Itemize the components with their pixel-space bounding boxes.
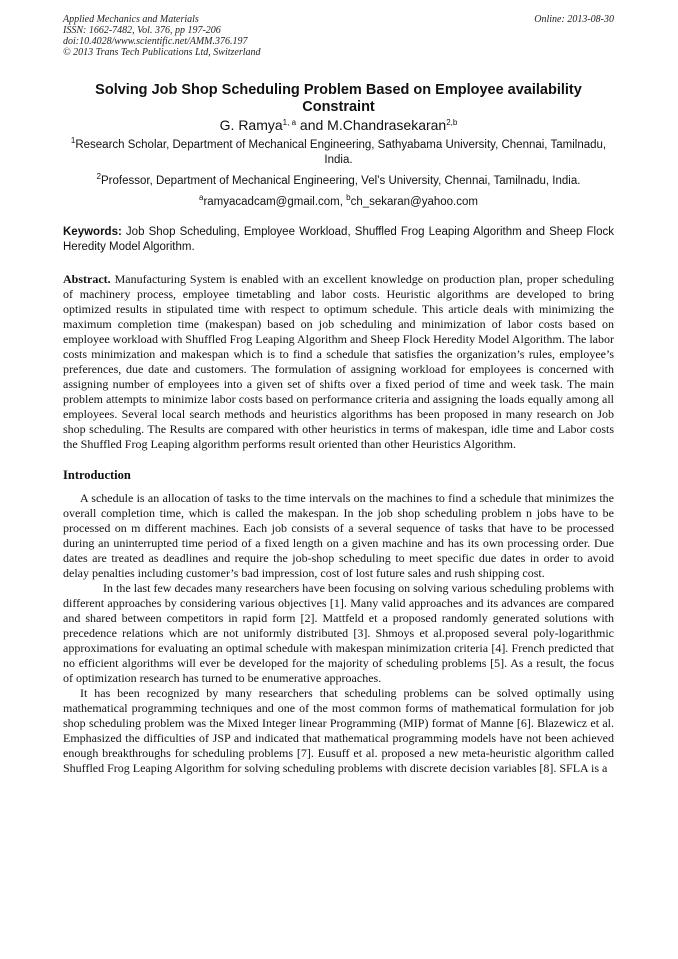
- paper-title: Solving Job Shop Scheduling Problem Based on Employee availability Constraint: [95, 82, 582, 115]
- keywords-label: Keywords:: [63, 226, 122, 238]
- intro-paragraph-3: It has been recognized by many researchers that scheduling problems can be solved optimally using mathematical programming techniques and one of the most common forms of mathematical formulation for job shop scheduling problem was the Mixed Integer linear Programming (MIP) format of Manne [6]. Blazewicz et al. Emphasized the difficulties of JSP and indicated that mathematical programming models have not been achieved enough breakthroughs for scheduling problems [7]. Eusuff et al. proposed a new meta-heuristic algorithm called Shuffled Frog Leaping Algorithm for solving scheduling problems with discrete decision variables [8]. SFLA is a: [63, 686, 614, 775]
- email-separator: ,: [339, 196, 347, 208]
- issn-line: ISSN: 1662-7482, Vol. 376, pp 197-206: [63, 25, 221, 36]
- abstract-text: Manufacturing System is enabled with an excellent knowledge on production plan, proper scheduling of machinery process, employee timetabling and labor costs. Heuristic algorithms are developed to bring optimized results in stipulated time with respect to optimum schedule. This article deals with minimizing the maximum completion time (makespan) based on job scheduling and minimization of labor costs based on employee workload with Shuffled Frog Leaping Algorithm and Sheep Flock Heredity Model Algorithm. The labor costs minimization and makespan which is to find a schedule that satisfies the organization’s rules, employee’s preferences, due date and customers. The formulation of assigning workload for employees is concerned with assigning number of employees into a given set of shifts over a fixed period of time and week task. The main problem attempts to minimize labor costs based on performance criteria and assigning the loads equally among all employees. Several local search methods and heuristics algorithms has been proposed in many research on Job shop scheduling. The Results are compared with other heuristics in terms of makespan, idle time and Labor costs the Shuffled Frog Leaping algorithm performs result oriented than other Heuristics Algorithm.: [63, 272, 614, 451]
- affiliation-2-sup: 2: [96, 172, 101, 181]
- paper-page: [63, 14, 614, 776]
- journal-header: [63, 14, 614, 58]
- journal-name: Applied Mechanics and Materials: [63, 14, 199, 25]
- affiliation-1: [63, 138, 614, 168]
- email-a[interactable]: ramyacadcam@gmail.com: [203, 196, 340, 208]
- email-b[interactable]: ch_sekaran@yahoo.com: [350, 196, 478, 208]
- online-date: Online: 2013-08-30: [534, 14, 614, 25]
- keywords-block: [63, 225, 614, 255]
- author-2: M.Chandrasekaran: [327, 117, 447, 133]
- affiliation-2: [63, 174, 614, 189]
- author-joiner: and: [296, 117, 328, 133]
- email-a-sup: a: [199, 193, 204, 202]
- abstract-block: [63, 272, 614, 452]
- author-1-sup: 1, a: [282, 118, 297, 127]
- copyright-line: © 2013 Trans Tech Publications Ltd, Switzerland: [63, 47, 261, 58]
- abstract-label: Abstract.: [63, 272, 111, 286]
- intro-paragraph-1: A schedule is an allocation of tasks to the time intervals on the machines to find a schedule that minimizes the overall completion time, which is called the makespan. In the job shop scheduling problem n jobs have to be processed on m different machines. Each job consists of a several sequence of tasks that have to be processed during an uninterrupted time period of a fixed length on a given machine and has its own processing order. Due dates are treated as deadlines and require the job-shop scheduling to meet specific due dates in order to avoid delay penalties including customer’s bad impression, cost of lost future sales and rush shipping cost.: [63, 491, 614, 580]
- introduction-heading: Introduction: [63, 468, 131, 482]
- email-b-sup: b: [346, 193, 351, 202]
- author-line: [63, 117, 614, 134]
- affiliation-1-sup: 1: [70, 136, 76, 145]
- email-line: [63, 195, 614, 210]
- affiliation-1-text: Research Scholar, Department of Mechanical Engineering, Sathyabama University, Chennai, Tamilnadu, India.: [75, 139, 607, 166]
- author-2-sup: 2,b: [446, 118, 458, 127]
- affiliation-2-text: Professor, Department of Mechanical Engineering, Vel’s University, Chennai, Tamilnadu, India.: [101, 175, 581, 187]
- keywords-text: Job Shop Scheduling, Employee Workload, Shuffled Frog Leaping Algorithm and Sheep Flock Heredity Model Algorithm.: [63, 226, 614, 253]
- author-1: G. Ramya: [219, 117, 283, 133]
- intro-paragraph-2: In the last few decades many researchers have been focusing on solving various scheduling problems with different approaches by considering various objectives [1]. Many valid approaches and its advances are compared and shared between competitors in rapid form [2]. Mattfeld et a proposed randomly generated solutions with precedence relations which are not uniformly distributed [3]. Shmoys et al.proposed several poly-logarithmic approximations for evaluating an optimal schedule with makespan minimization criteria [4]. French predicted that no efficient algorithms will ever be developed for the majority of scheduling problems [5]. As a result, the focus of optimization research has turned to be enumerative approaches.: [63, 581, 614, 685]
- doi-line: doi:10.4028/www.scientific.net/AMM.376.197: [63, 36, 248, 47]
